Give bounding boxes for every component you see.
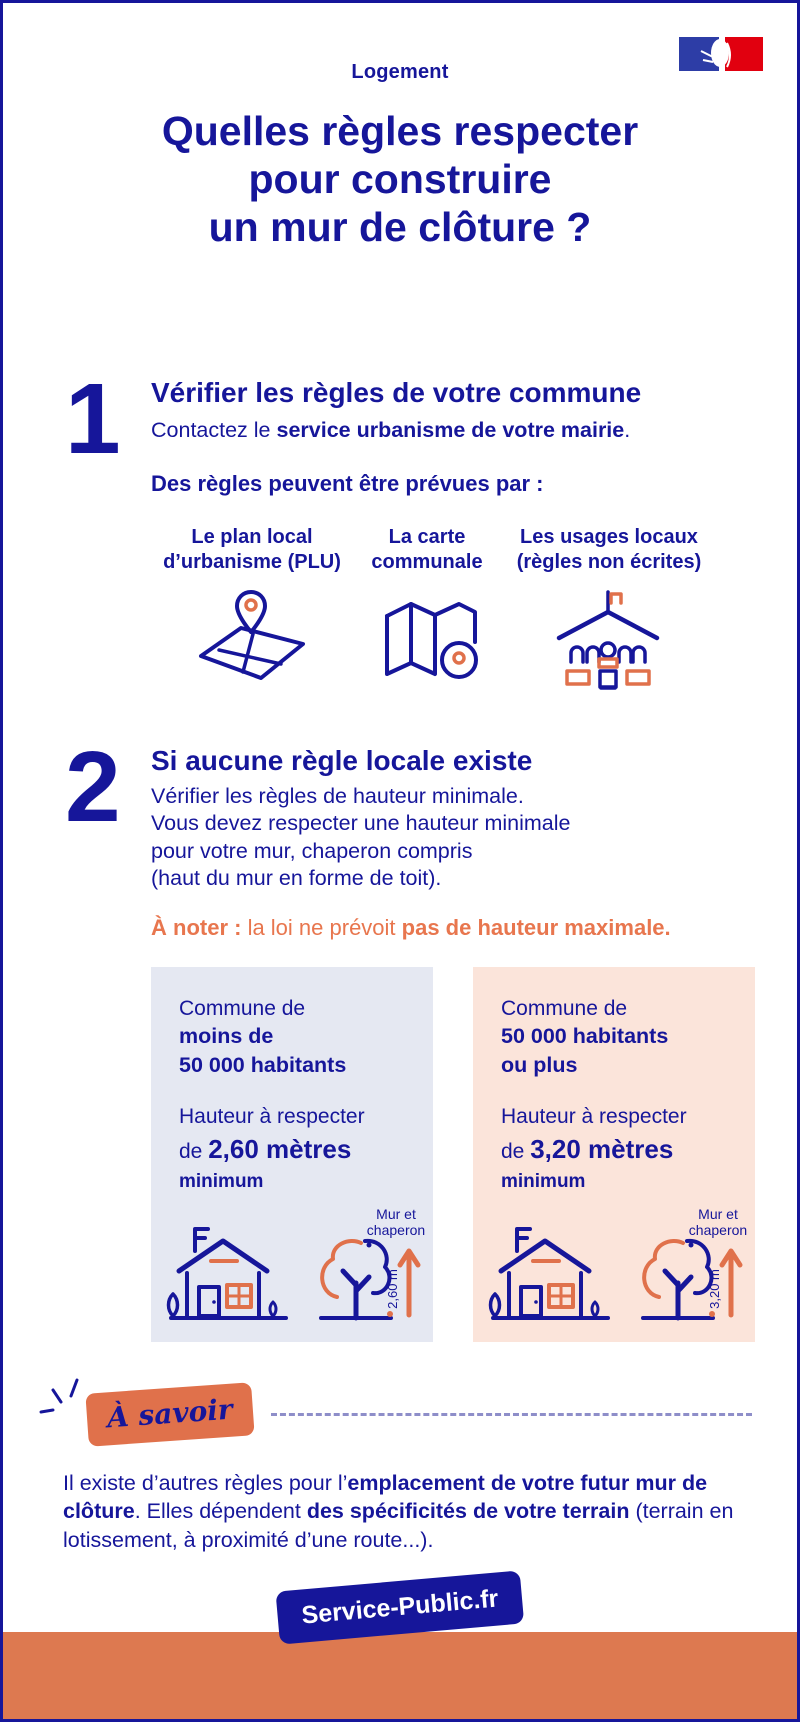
height-prefix: de <box>501 1139 531 1163</box>
title-line-1: Quelles règles respecter <box>161 108 639 154</box>
french-flag-icon <box>679 37 763 71</box>
asavoir-seg-1: Il existe d’autres règles pour l’ <box>63 1470 348 1495</box>
height-minimum: minimum <box>179 1171 264 1193</box>
annotation-line-2: chaperon <box>688 1222 748 1238</box>
asavoir-seg-2-bold: emplacement de votre futur mur de clôture <box>63 1470 708 1524</box>
option-carte-label-line1: La carte <box>388 525 466 548</box>
option-usages-label-line2: (règles non écrites) <box>516 551 702 574</box>
card-small-commune-height <box>179 1103 405 1195</box>
rule-options <box>151 525 717 690</box>
town-hall-icon <box>543 584 675 690</box>
note-bold-2: pas de hauteur maximale. <box>401 914 671 940</box>
footer-orange-band <box>3 1632 797 1719</box>
arrow-height-label: 3,20 m <box>707 1269 722 1309</box>
card-large-commune <box>473 967 755 1342</box>
map-with-pin-icon <box>191 584 313 684</box>
note-bold-1: À noter : <box>151 914 248 940</box>
option-plu-label-line2: d’urbanisme (PLU) <box>163 551 341 574</box>
card-heading-regular: Commune de <box>501 996 628 1020</box>
dashed-divider <box>271 1413 752 1416</box>
category-label: Logement <box>351 61 449 83</box>
step-2-body-line: Vous devez respecter une hauteur minimale <box>151 811 571 836</box>
house-tree-height-illustration <box>151 1203 433 1338</box>
title-line-3: un mur de clôture ? <box>208 203 592 250</box>
height-value: 2,60 mètres <box>208 1133 352 1164</box>
option-usages-locaux <box>501 525 717 690</box>
annotation-line-1: Mur et <box>376 1206 416 1222</box>
step-1-number: 1 <box>65 362 121 475</box>
contact-prefix: Contactez le <box>151 417 277 442</box>
card-heading-regular: Commune de <box>179 996 306 1020</box>
a-savoir-text <box>63 1469 747 1555</box>
card-large-commune-heading <box>501 995 727 1079</box>
card-large-commune-height <box>501 1103 727 1195</box>
height-value-line <box>501 1133 727 1167</box>
folded-map-icon <box>371 584 483 684</box>
title-line-2: pour construire <box>248 155 552 202</box>
republique-francaise-flag-logo <box>679 37 763 71</box>
step-1-intro: Des règles peuvent être prévues par : <box>151 470 544 496</box>
sparkle-lines-icon <box>37 1376 83 1428</box>
annotation-line-2: chaperon <box>366 1222 426 1238</box>
option-plu <box>151 525 353 690</box>
a-savoir-header-row <box>37 1388 752 1441</box>
option-carte-communale <box>357 525 497 690</box>
annotation-line-1: Mur et <box>698 1206 738 1222</box>
note-line <box>151 915 759 941</box>
note-regular: la loi ne prévoit <box>247 914 402 940</box>
option-usages-label-line1: Les usages locaux <box>520 525 698 548</box>
card-heading-bold-2: 50 000 habitants <box>179 1052 347 1077</box>
height-minimum: minimum <box>501 1171 586 1193</box>
height-value: 3,20 mètres <box>530 1133 674 1164</box>
asavoir-seg-3: . Elles dépendent <box>134 1499 307 1524</box>
step-2-body-line: (haut du mur en forme de toit). <box>151 866 442 891</box>
option-carte-label-line2: communale <box>371 551 483 574</box>
height-prefix: de <box>179 1139 209 1163</box>
house-tree-height-illustration <box>473 1203 755 1338</box>
step-2-body-line: Vérifier les règles de hauteur minimale. <box>151 783 524 808</box>
page-title <box>3 108 797 252</box>
arrow-height-label: 2,60 m <box>385 1269 400 1309</box>
option-plu-label-line1: Le plan local <box>191 525 313 548</box>
step-1-section <box>3 362 797 690</box>
option-plu-label <box>163 525 341 576</box>
step-2-number: 2 <box>65 730 121 843</box>
contact-bold: service urbanisme de votre mairie <box>276 417 625 442</box>
option-usages-label <box>517 525 702 576</box>
card-small-commune-heading <box>179 995 405 1079</box>
card-small-commune <box>151 967 433 1342</box>
step-2-heading: Si aucune règle locale existe <box>151 744 533 776</box>
height-value-line <box>179 1133 405 1167</box>
service-public-brand-badge: Service-Public.fr <box>276 1570 525 1644</box>
height-label: Hauteur à respecter <box>501 1105 687 1129</box>
card-heading-bold-1: 50 000 habitants <box>501 1024 669 1049</box>
asavoir-seg-5: (terrain en lotissement, à proximité d’une route...). <box>63 1499 734 1552</box>
contact-suffix: . <box>624 417 631 442</box>
step-1-contact-line <box>151 418 759 443</box>
option-carte-label <box>371 525 482 576</box>
card-heading-bold-1: moins de <box>179 1024 274 1049</box>
a-savoir-badge: À savoir <box>85 1382 254 1446</box>
card-heading-bold-2: ou plus <box>501 1052 578 1077</box>
height-label: Hauteur à respecter <box>179 1105 365 1129</box>
asavoir-seg-4-bold: des spécificités de votre terrain <box>306 1499 630 1524</box>
step-1-heading: Vérifier les règles de votre commune <box>151 376 642 408</box>
commune-comparison-cards <box>151 967 749 1342</box>
step-2-body-line: pour votre mur, chaperon compris <box>151 838 473 863</box>
step-2-section <box>3 730 797 941</box>
